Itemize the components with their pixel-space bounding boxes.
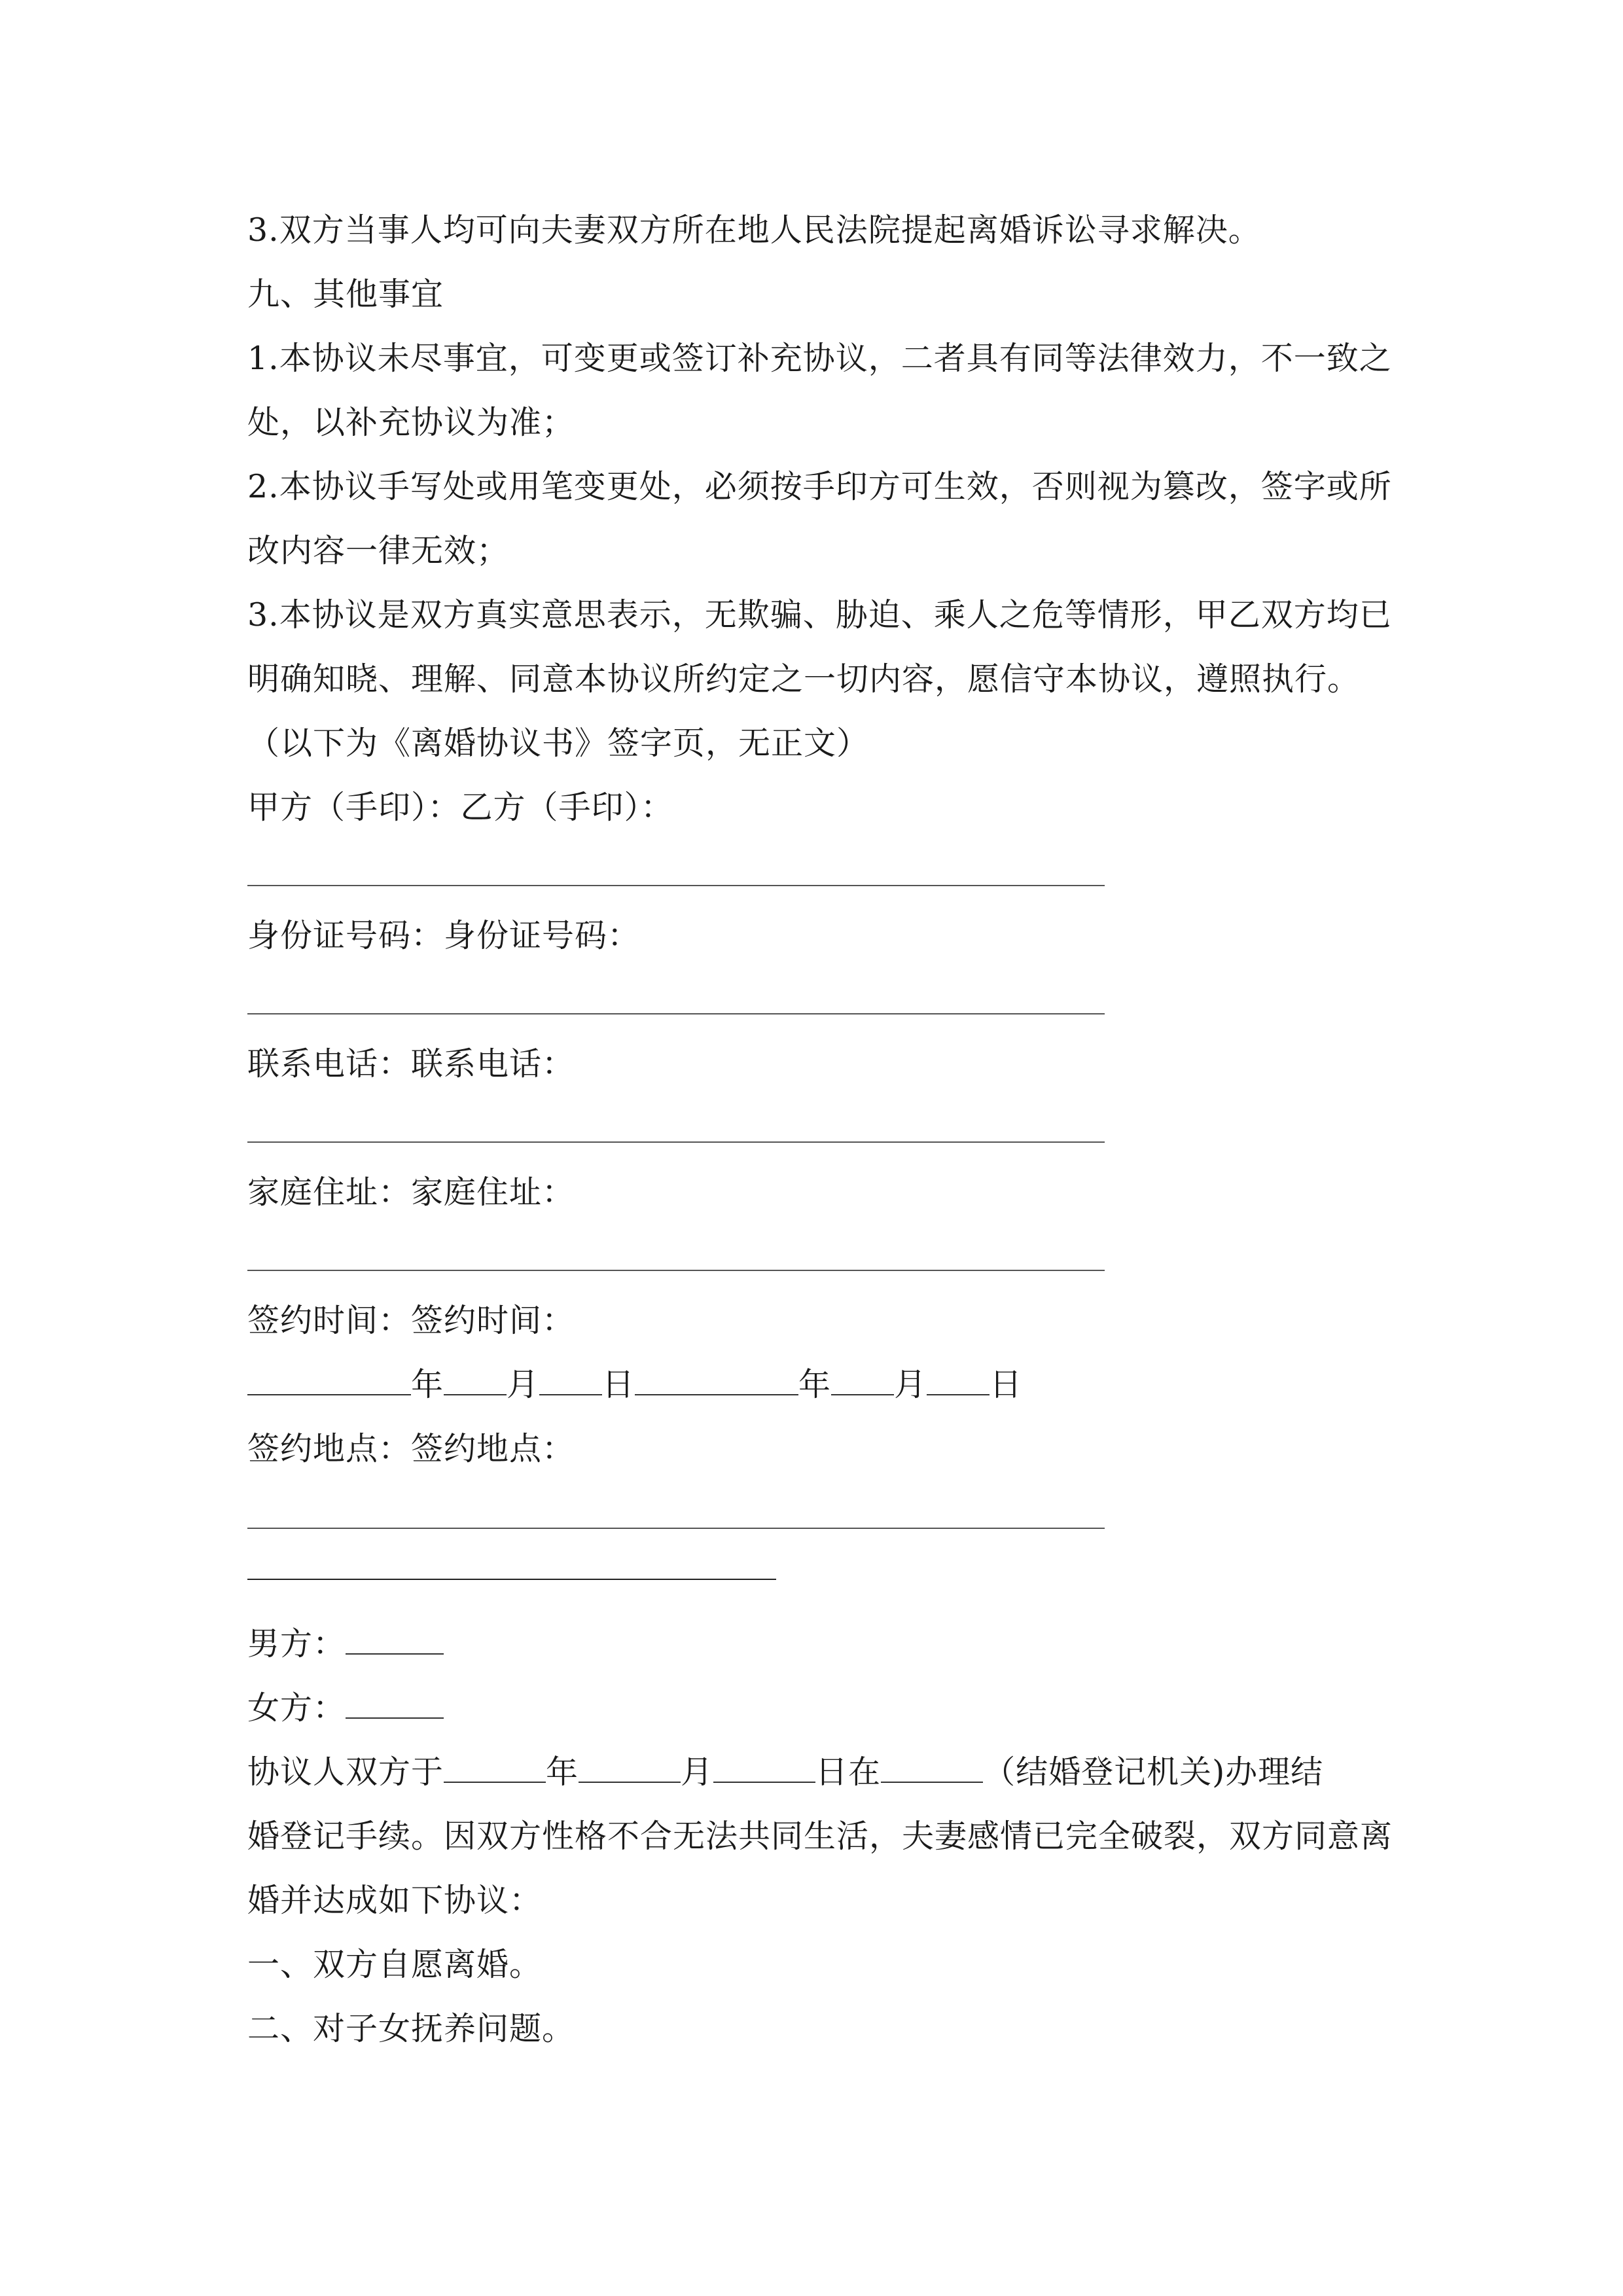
id-number-rule — [247, 1013, 1105, 1014]
address-label: 家庭住址：家庭住址： — [247, 1174, 575, 1211]
year-blank-a — [247, 1365, 411, 1395]
marriage-day-blank — [713, 1753, 815, 1783]
id-number-label: 身份证号码：身份证号码： — [247, 917, 641, 954]
section-divider — [247, 1579, 776, 1580]
month-label-b: 月 — [894, 1366, 927, 1403]
female-party-line — [247, 1689, 444, 1728]
sign-place-label: 签约地点：签约地点： — [247, 1430, 575, 1467]
party-fingerprint-label: 甲方（手印）：乙方（手印）： — [247, 789, 674, 826]
marriage-registration-line — [247, 1753, 1323, 1792]
phone-rule — [247, 1141, 1105, 1143]
marriage-registration-line-3: 婚并达成如下协议： — [247, 1882, 543, 1919]
sign-date-label: 签约时间：签约时间： — [247, 1302, 575, 1339]
signature-rule — [247, 885, 1105, 886]
month-label-a: 月 — [507, 1366, 540, 1403]
clause-9-1-line-1: 1.本协议未尽事宜，可变更或签订补充协议，二者具有同等法律效力，不一致之 — [247, 340, 1392, 377]
marriage-month-label: 月 — [681, 1753, 714, 1791]
marriage-registration-line-2: 婚登记手续。因双方性格不合无法共同生活，夫妻感情已完全破裂，双方同意离 — [247, 1818, 1393, 1855]
clause-9-3-line-2: 明确知晓、理解、同意本协议所约定之一切内容，愿信守本协议，遵照执行。 — [247, 660, 1361, 698]
day-label-a: 日 — [602, 1366, 635, 1403]
article-2: 二、对子女抚养问题。 — [247, 2010, 575, 2047]
marriage-year-blank — [444, 1753, 546, 1783]
marriage-month-blank — [579, 1753, 681, 1783]
year-label-a: 年 — [411, 1366, 444, 1403]
clause-9-2-line-2: 改内容一律无效； — [247, 532, 510, 569]
male-party-line — [247, 1624, 444, 1664]
signature-page-note: （以下为《离婚协议书》签字页，无正文） — [247, 725, 870, 762]
registration-office-text: （结婚登记机关)办理结 — [983, 1753, 1324, 1791]
year-blank-b — [635, 1365, 798, 1395]
day-blank-b — [927, 1365, 990, 1395]
section-9-heading: 九、其他事宜 — [247, 276, 444, 313]
sign-date-blanks — [247, 1365, 1022, 1405]
female-party-label: 女方： — [247, 1689, 346, 1727]
day-blank-a — [539, 1365, 602, 1395]
phone-label: 联系电话：联系电话： — [247, 1045, 575, 1083]
clause-9-3-line-1: 3.本协议是双方真实意思表示，无欺骗、胁迫、乘人之危等情形，甲乙双方均已 — [247, 596, 1392, 634]
marriage-day-label: 日在 — [815, 1753, 882, 1791]
day-label-b: 日 — [990, 1366, 1023, 1403]
month-blank-b — [831, 1365, 894, 1395]
article-1: 一、双方自愿离婚。 — [247, 1946, 543, 1983]
male-party-blank — [346, 1624, 444, 1655]
male-party-label: 男方： — [247, 1625, 346, 1662]
address-rule — [247, 1270, 1105, 1271]
registration-office-blank — [881, 1753, 983, 1783]
marriage-year-label: 年 — [546, 1753, 579, 1791]
clause-8-3: 3.双方当事人均可向夫妻双方所在地人民法院提起离婚诉讼寻求解决。 — [247, 211, 1261, 249]
clause-9-1-line-2: 处，以补充协议为准； — [247, 404, 575, 441]
female-party-blank — [346, 1689, 444, 1719]
clause-9-2-line-1: 2.本协议手写处或用笔变更处，必须按手印方可生效，否则视为篡改，签字或所 — [247, 468, 1392, 505]
month-blank-a — [444, 1365, 507, 1395]
sign-place-rule — [247, 1528, 1105, 1529]
year-label-b: 年 — [798, 1366, 832, 1403]
marriage-intro: 协议人双方于 — [247, 1753, 444, 1791]
